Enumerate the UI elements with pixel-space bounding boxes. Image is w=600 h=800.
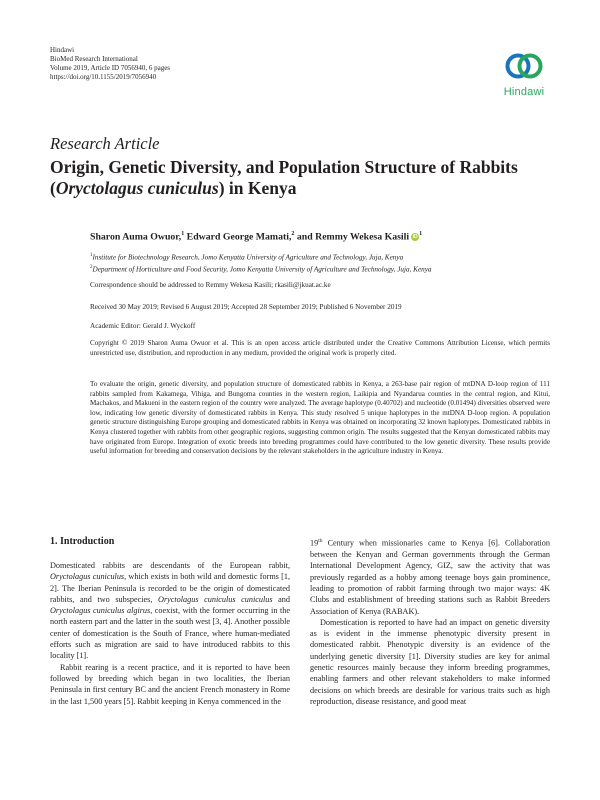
title-part-2: ) in Kenya [218, 178, 297, 198]
text-run: and [272, 594, 290, 604]
orcid-icon[interactable]: iD [412, 234, 418, 241]
academic-editor: Academic Editor: Gerald J. Wyckoff [90, 322, 196, 330]
author-affil-mark: 1 [419, 231, 423, 237]
species-name: Oryctolagus cuniculus [50, 572, 125, 582]
correspondence: Correspondence should be addressed to Remmy Wekesa Kasili; rkasili@jkuat.ac.ke [90, 281, 331, 289]
text-run: Century when missionaries came to Kenya [6]. Collaboration between the Kenyan and German governments through the German International Development Agency, GIZ, saw the activity that was previously regarded as a hobby among teenage boys gain prominence, leading to promotion of rabbit farming through two major ways: 4K Clubs and establishment of breeding stations such as Rabbit Breeders Association of Kenya (RABAK). [310, 538, 550, 616]
volume-info: Volume 2019, Article ID 7056940, 6 pages [50, 64, 171, 72]
author-name[interactable]: Sharon Auma Owuor, [90, 231, 182, 243]
intro-paragraph-4: Domestication is reported to have had an impact on genetic diversity as is evident in the immense phenotypic diversity present in domesticated rabbit. Phenotypic diversity is an evidence of the underlying genetic diversity [1]. Diversity studies are key for animal genetic resources mainly because they inform breeding programmes, enabling farmers and other relevant stakeholders to make informed decisions on which breeds are desirable for various traits such as high reproduction, disease resistance, and good meat [310, 617, 550, 706]
ordinal-suffix: th [318, 538, 323, 544]
article-type: Research Article [50, 134, 160, 153]
author-name[interactable]: Edward George Mamati, [186, 231, 292, 243]
text-run: Domesticated rabbits are descendants of the European rabbit, [50, 561, 290, 570]
intro-paragraph-1 [50, 560, 290, 662]
intro-paragraph-3 [310, 536, 550, 617]
species-name: Oryctolagus cuniculus algirus [50, 606, 151, 616]
affil-text: Department of Horticulture and Food Security, Jomo Kenyatta University of Agriculture and Technology, Juja, Kenya [92, 265, 432, 274]
affiliation-2 [90, 263, 432, 274]
author-list [90, 231, 422, 242]
title-part-1: Origin, Genetic Diversity, and Population Structure of Rabbits [50, 157, 518, 177]
title-species: Oryctolagus cuniculus [55, 178, 219, 198]
article-title [50, 157, 560, 199]
abstract: To evaluate the origin, genetic diversity, and population structure of domesticated rabbits in Kenya, a 263-base pair region of mtDNA D-loop region of 111 rabbits sampled from Kakamega, Vihiga, and Bungoma counties in the western region, Laikipia and Nyandarua counties in the central region, and Kitui, Machakos, and Makueni in the eastern region of the country were analyzed. The average haplotype (0.40702) and nucleotide (0.01494) diversities observed were low, indicating low genetic diversity of domesticated rabbits in Kenya. This study resolved 5 unique haplotypes in the mtDNA D-loop region. A population genetic structure distinguishing Europe grouping and domesticated rabbits in Kenya was obtained on incorporating 32 known haplotypes. Domesticated rabbits in Kenya clustered together with rabbits from other geographic regions, suggesting common origin. The results suggested that the Kenyan domesticated rabbits may have originated from Europe. Integration of exotic breeds into breeding programmes could have contributed to the low genetic diversity. These results provide useful information for breeding and conservation decisions by the relevant stakeholders in the agriculture industry in Kenya. [90, 380, 550, 456]
doi-link[interactable]: https://doi.org/10.1155/2019/7056940 [50, 73, 157, 81]
text-run: 19 [310, 538, 319, 548]
hindawi-logo-icon [504, 47, 544, 85]
author-name[interactable]: and Remmy Wekesa Kasili [296, 231, 410, 243]
author-affil-mark: 2 [291, 231, 295, 237]
affiliation-1 [90, 251, 403, 262]
publication-dates: Received 30 May 2019; Revised 6 August 2019; Accepted 28 September 2019; Published 6 November 2019 [90, 303, 402, 311]
affil-mark: 2 [90, 265, 93, 270]
author-affil-mark: 1 [181, 231, 185, 237]
copyright-notice: Copyright © 2019 Sharon Auma Owuor et al. This is an open access article distributed under the Creative Commons Attribution License, which permits unrestricted use, distribution, and reproduction in any medium, provided the original work is properly cited. [90, 339, 550, 357]
title-paren: ( [50, 178, 56, 198]
affil-mark: 1 [90, 253, 93, 258]
section-heading: 1. Introduction [50, 536, 115, 547]
hindawi-logo [498, 47, 550, 98]
species-name: Oryctolagus cuniculus cuniculus [158, 594, 273, 604]
affil-text: Institute for Biotechnology Research, Jomo Kenyatta University of Agriculture and Technology, Juja, Kenya [92, 253, 404, 262]
text-run: , which exists in both wild and domestic forms [1, 2]. The Iberian Peninsula is recorded to be the origin of domesticated rabbits, and two subspecies, [50, 572, 290, 604]
left-column [50, 560, 290, 707]
text-run: , coexist, with the former occurring in the north eastern part and the latter in the south west [3, 4]. Another possible center of domestication is the South of France, where human-mediated efforts such as migration are said to have introduced rabbits to this locality [1]. [50, 606, 290, 661]
journal-name: BioMed Research International [50, 55, 138, 63]
logo-wordmark: Hindawi [503, 86, 545, 98]
right-column [310, 536, 550, 707]
publisher-name: Hindawi [50, 46, 75, 54]
intro-paragraph-2: Rabbit rearing is a recent practice, and it is reported to have been followed by breeding which began in two localities, the Iberian Peninsula in first century BC and the ancient French monastery in Rome in the last 1,500 years [5]. Rabbit keeping in Kenya commenced in the [50, 662, 290, 706]
